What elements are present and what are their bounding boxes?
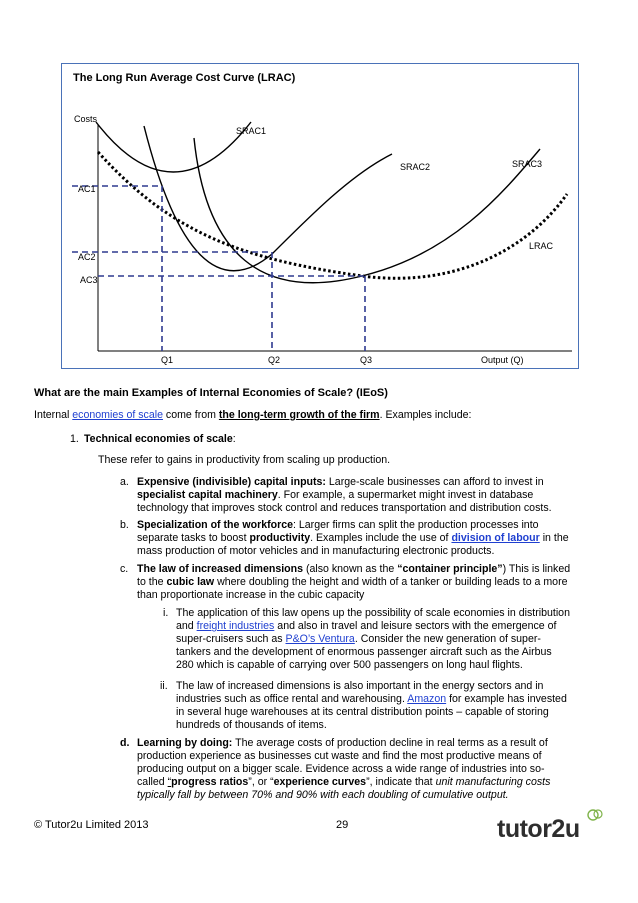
item-ci-text: and also in travel and leisure sectors with the emergence of bbox=[274, 620, 557, 632]
item-a-bold2: specialist capital machinery bbox=[137, 489, 278, 501]
item-c-bold: The law of increased dimensions bbox=[137, 563, 304, 575]
item-ci-line1: The application of this law opens up the possibility of scale economies in distribution bbox=[176, 607, 570, 619]
item-a-label: a. bbox=[120, 476, 129, 488]
item-b-bold: Specialization of the workforce bbox=[137, 519, 293, 531]
economies-of-scale-link[interactable]: economies of scale bbox=[72, 409, 163, 421]
amazon-link[interactable]: Amazon bbox=[407, 693, 447, 705]
item-cii-text: industries such as office rental and warehousing. bbox=[176, 693, 408, 705]
item-a-text: . For example, a supermarket might invest in database bbox=[277, 489, 534, 501]
chart-title: The Long Run Average Cost Curve (LRAC) bbox=[73, 72, 296, 84]
item1-title: Technical economies of scale bbox=[84, 433, 233, 445]
item-c-line3: than proportionate increase in the cubic capacity bbox=[137, 589, 365, 601]
section-heading: What are the main Examples of Internal Economies of Scale? (IEoS) bbox=[34, 387, 388, 399]
lrac-curve bbox=[98, 152, 567, 278]
item-ci-label: i. bbox=[163, 607, 169, 619]
srac3-label: SRAC3 bbox=[512, 159, 543, 169]
item-b-line2 bbox=[137, 532, 569, 545]
item-cii-line1: The law of increased dimensions is also important in the energy sectors and in bbox=[176, 680, 544, 692]
item-b-line1 bbox=[137, 519, 539, 532]
item-c-text: where doubling the height and width of a tanker or building leads to a more bbox=[214, 576, 568, 588]
item-b-line3: mass production of motor vehicles and in manufacturing electronic products. bbox=[137, 545, 495, 557]
item-cii-line3: in several huge warehouses at its central distribution points – capable of storing bbox=[176, 706, 549, 718]
item-d-line1 bbox=[137, 737, 548, 750]
item-d-text: ”, indicate that bbox=[366, 776, 436, 788]
intro-text: come from bbox=[162, 409, 219, 421]
item-a-line3: technology that improves stock control and reduces transportation and distribution costs. bbox=[137, 502, 552, 514]
srac2-label: SRAC2 bbox=[400, 162, 431, 172]
q1-label: Q1 bbox=[161, 355, 174, 365]
item1-number: 1. bbox=[70, 433, 79, 445]
item-a-line1 bbox=[137, 476, 544, 489]
item-d-text: ”, or “ bbox=[248, 776, 274, 788]
item-ci-line3 bbox=[176, 633, 541, 646]
ac3-label: AC3 bbox=[80, 275, 98, 285]
q2-label: Q2 bbox=[268, 355, 281, 365]
q3-label: Q3 bbox=[360, 355, 373, 365]
item-b-label: b. bbox=[120, 519, 129, 531]
item1-colon: : bbox=[232, 433, 236, 445]
item-b-text: separate tasks to boost bbox=[137, 532, 250, 544]
item-cii-label: ii. bbox=[160, 680, 168, 692]
item-ci-text: . Consider the new generation of super- bbox=[354, 633, 541, 645]
lrac-label: LRAC bbox=[529, 241, 554, 251]
intro-text: Internal bbox=[34, 409, 73, 421]
item-c-text: to the bbox=[137, 576, 167, 588]
footer-page-number: 29 bbox=[336, 819, 349, 831]
freight-industries-link[interactable]: freight industries bbox=[196, 620, 275, 632]
item-c-line2 bbox=[137, 576, 568, 589]
item-d-line4 bbox=[137, 776, 550, 789]
item1-heading bbox=[84, 433, 236, 446]
item-d-label: d. bbox=[120, 737, 130, 749]
item-c-label: c. bbox=[120, 563, 129, 575]
srac1-curve bbox=[96, 122, 251, 172]
item-c-text: ) This is linked bbox=[502, 563, 571, 575]
item-ci-line5: 280 which is capable of carrying over 500 passengers on long haul flights. bbox=[176, 659, 523, 671]
item-b-bold2: productivity bbox=[249, 532, 311, 544]
intro-paragraph bbox=[34, 409, 471, 422]
item-c-bold3: cubic law bbox=[166, 576, 215, 588]
item-d-text: called bbox=[137, 776, 168, 788]
item-d-italic: unit manufacturing costs bbox=[435, 776, 551, 788]
intro-bold: the long-term growth of the firm bbox=[218, 409, 380, 421]
item-cii-line2 bbox=[176, 693, 567, 706]
item-c-bold2: “container principle” bbox=[397, 563, 503, 575]
division-of-labour-link[interactable]: division of labour bbox=[451, 532, 540, 544]
logo-swirl-icon bbox=[585, 806, 607, 826]
item-d-line2: production experience as businesses cut waste and find the most productive means of bbox=[137, 750, 542, 762]
intro-text: . Examples include: bbox=[379, 409, 472, 421]
item-d-line3: producing output on a bigger scale. Evidence across a wide range of industries into so- bbox=[137, 763, 545, 775]
x-axis-label: Output (Q) bbox=[481, 355, 524, 365]
lrac-chart bbox=[62, 64, 580, 370]
item-d-text: The average costs of production decline in real terms as a result of bbox=[232, 737, 548, 749]
item-a-text: Large-scale businesses can afford to invest in bbox=[325, 476, 544, 488]
item-d-bold2: progress ratios bbox=[171, 776, 249, 788]
item-d-bold: Learning by doing: bbox=[137, 737, 233, 749]
item-b-text: in the bbox=[539, 532, 569, 544]
item-ci-line4: tankers and the development of enormous passenger aircraft such as the Airbus bbox=[176, 646, 552, 658]
srac1-label: SRAC1 bbox=[236, 126, 267, 136]
item-c-text: (also known as the bbox=[303, 563, 398, 575]
item-c-line1 bbox=[137, 563, 570, 576]
srac2-curve bbox=[144, 126, 392, 271]
item-d-line5: typically fall by between 70% and 90% with each doubling of cumulative output. bbox=[137, 789, 509, 801]
item-cii-text: for example has invested bbox=[446, 693, 567, 705]
ac2-label: AC2 bbox=[78, 252, 96, 262]
po-ventura-link[interactable]: P&O’s Ventura bbox=[285, 633, 355, 645]
item-ci-line2 bbox=[176, 620, 556, 633]
item-ci-text: and bbox=[176, 620, 197, 632]
y-axis-label: Costs bbox=[74, 114, 98, 124]
item-d-quote: “ bbox=[167, 776, 172, 788]
item-b-text: : Larger firms can split the production processes into bbox=[293, 519, 539, 531]
footer-copyright: © Tutor2u Limited 2013 bbox=[34, 819, 149, 831]
chart-frame bbox=[61, 63, 579, 369]
item-cii-line4: hundreds of thousands of items. bbox=[176, 719, 327, 731]
item-a-line2 bbox=[137, 489, 533, 502]
item-ci-text: super-cruisers such as bbox=[176, 633, 286, 645]
tutor2u-logo: tutor2u bbox=[497, 815, 580, 843]
item1-description: These refer to gains in productivity from scaling up production. bbox=[98, 454, 391, 466]
item-b-text: . Examples include the use of bbox=[310, 532, 452, 544]
ac1-label: AC1 bbox=[78, 184, 96, 194]
item-a-bold: Expensive (indivisible) capital inputs: bbox=[137, 476, 326, 488]
item-d-bold3: experience curves bbox=[273, 776, 367, 788]
